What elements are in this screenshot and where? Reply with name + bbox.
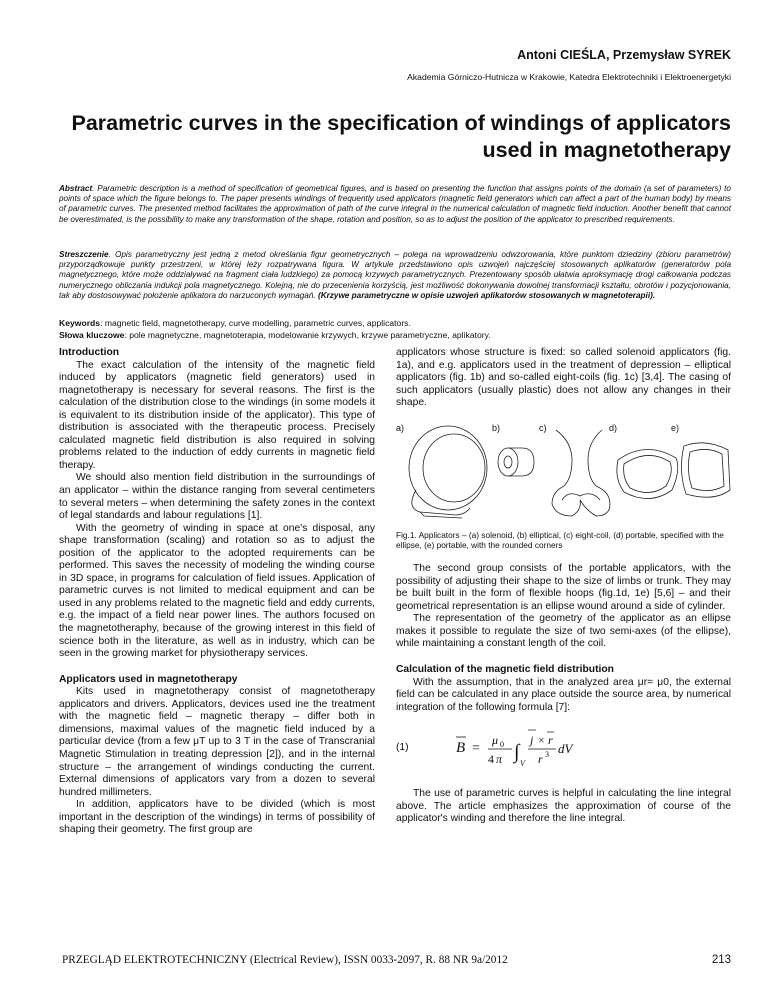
- svg-text:π: π: [496, 752, 503, 767]
- svg-text:∫: ∫: [514, 741, 520, 764]
- solenoid-drawing: [409, 426, 487, 518]
- abstract-label: Abstract: [59, 184, 93, 193]
- right-p1: applicators whose structure is fixed: so called solenoid applicators (fig. 1a), and e.g. applicators used in the treatment of depression – elliptical applicators (fig. 1b) and so-called eight-coils (fig. 1c) [3,4]. The casing of such applicators (usually plastic) does not allow any changes in their shape.: [396, 347, 731, 409]
- fig-label-b: b): [492, 422, 501, 433]
- fig-label-d: d): [609, 422, 618, 433]
- svg-text:=: =: [472, 741, 480, 757]
- fig-label-e: e): [671, 422, 680, 433]
- svg-text:B: B: [456, 740, 466, 757]
- elliptical-drawing: [498, 448, 534, 476]
- right-p3: The representation of the geometry of the applicator as an ellipse makes it possible to regulate the size of two semi-axes (of the ellipse), while maintaining a constant length of the coil.: [396, 613, 731, 650]
- streszczenie-text: Opis parametryczny jest jedną z metod określania figur geometrycznych – polega na wprowadzeniu odwzorowania, które punktom dziedziny (zbioru parametrów) przyporządkowuje punkty przestrzeni, w której leży rozpatrywana figura. W artykule przedstawiono opis uzwojeń najczęściej stosowanych aplikatorów (generatorów pola magnetycznego, które może oddziaływać na fragment ciała ludzkiego) za pomocą krzywych parametrycznych. Prezentowany sposób ułatwia aproksymację drogi całkowania podczas numerycznego obliczania indukcji pola magnetycznego. Kolejną, nie do przecenienia korzyścią, jest możliwość dokonywania dowolnej transformacji kształtu, obrotów i pozycjonowania, tak aby dostosowywać położenie aplikatora do narzuconych wymagań.: [59, 250, 731, 300]
- eight-coil-drawing: [552, 430, 610, 516]
- figure-1: [396, 420, 731, 520]
- paper-title: Parametric curves in the specification of windings of applicators used in magnetotherapy: [71, 111, 731, 162]
- portable-rounded-drawing: [681, 443, 730, 497]
- svg-text:r: r: [538, 752, 543, 767]
- keywords-pl-text: : pole magnetyczne, magnetoterapia, modelowanie krzywych, krzywe parametryczne, aplikatory.: [124, 330, 491, 340]
- svg-text:μ: μ: [492, 733, 499, 748]
- keywords-text: : magnetic field, magnetotherapy, curve modelling, parametric curves, applicators.: [100, 318, 411, 328]
- svg-text:3: 3: [545, 750, 549, 760]
- intro-p1: The exact calculation of the intensity of the magnetic field induced by applicators (magnetic field generators) used in magnetotherapy is necessary for several reasons. The first is the calculation of the distribution close to the windings (in some models it is equivalent to its distribution inside of the applicator). This type of distribution is associated with the therapeutic process. Precisely calculated magnetic field distribution is also required in solving problems related to the induction of eddy currents in magnetic field therapy.: [59, 359, 375, 471]
- svg-text:dV: dV: [558, 741, 573, 757]
- figure-1-drawing: [396, 420, 731, 520]
- calc-heading: Calculation of the magnetic field distribution: [396, 663, 614, 675]
- svg-text:V: V: [520, 759, 525, 769]
- authors: Antoni CIEŚLA, Przemysław SYREK: [517, 48, 731, 62]
- left-column: [59, 347, 375, 837]
- fig-label-c: c): [539, 422, 547, 433]
- intro-p2: We should also mention field distribution in the surroundings of an applicator – within the distance ranging from several centimeters to several meters – when determining the safety zones in the context of legal standards and labour regulations [1].: [59, 472, 375, 522]
- right-column: [396, 347, 731, 826]
- equation-svg: [456, 722, 656, 778]
- streszczenie: Streszczenie. Opis parametryczny jest jedną z metod określania figur geometrycznych – polega na wprowadzeniu odwzorowania, które punktom dziedziny (zbioru parametrów) przyporządkowuje punkty przestrzeni, w której leży rozpatrywana figura. W artykule przedstawiono opis uzwojeń najczęściej stosowanych aplikatorów (generatorów pola magnetycznego, które może oddziaływać na fragment ciała ludzkiego) za pomocą krzywych parametrycznych. Prezentowany sposób ułatwia aproksymację drogi całkowania podczas numerycznego obliczania indukcji pola magnetycznego. Kolejną, nie do przecenienia korzyścią, jest możliwość dokonywania dowolnej transformacji kształtu, obrotów i pozycjonowania, tak aby dostosowywać położenie aplikatora do narzuconych wymagań. (Krzywe parametryczne w opisie uzwojeń aplikatorów stosowanych w magnetoterapii).: [59, 250, 731, 300]
- journal-footer: PRZEGLĄD ELEKTROTECHNICZNY (Electrical Review), ISSN 0033-2097, R. 88 NR 9a/2012: [62, 954, 508, 966]
- keywords-label: Keywords: [59, 318, 101, 328]
- abstract: Abstract. Parametric description is a method of specification of geometrical figures, and is based on presenting the function that assigns points of the domain (a set of parameters) to points of space which the figure belongs to. The paper presents windings of frequently used applicators (magnetic field generators which can affect a part of the human body) by means of parametric curves. The presented method facilitates the approximation of path of the curve integral in the numerical calculation of magnetic field induction. Another benefit that cannot be overestimated, is the possibility to make any transformation of the shape, rotation and position, so as to adjust the position of the applicator to prescribed requirements.: [59, 184, 731, 224]
- intro-heading: Introduction: [59, 347, 120, 358]
- intro-p3: With the geometry of winding in space at one's disposal, any shape transformation (scaling) and rotation so as to adjust the position of the applicator to the adopted requirements can be performed. This saves the necessity of modeling the winding course in 3D space, in programs for calculation of field issues. Application of parametric curves is not limited to medical equipment and can be used in any problems related to the magnetic field and eddy currents, e.g. the impact of a field near power lines. The authors focused on the magnetotheraphy, because of the growing interest in this field of science both in the literature, as well as in industry, which can be seen in the growing market for physiotherapy services.: [59, 522, 375, 660]
- svg-text:0: 0: [500, 740, 504, 750]
- page-number: 213: [711, 954, 731, 966]
- equation-1: [396, 722, 731, 778]
- svg-text:r: r: [548, 733, 553, 748]
- right-p5: The use of parametric curves is helpful in calculating the line integral above. The article emphasizes the approximation of course of the applicator's winding and therefore the line integral.: [396, 788, 731, 825]
- applicators-heading: Applicators used in magnetotherapy: [59, 673, 238, 685]
- keywords-pl: [59, 330, 731, 341]
- right-p4: With the assumption, that in the analyzed area μr= μ0, the external field can be calculated in any place outside the source area, by numerical integration of the following formula [7]:: [396, 676, 731, 713]
- keywords: [59, 318, 731, 329]
- svg-text:j: j: [530, 733, 534, 748]
- right-p2: The second group consists of the portable applicators, with the possibility of adjusting their shape to the size of limbs or trunk. They may be built built in the form of flexible hoops (fig.1d, 1e) [5,6] – and their geometrical representation is an ellipse wound around a side of cylinder.: [396, 563, 731, 612]
- svg-text:×: ×: [538, 733, 545, 748]
- fig-label-a: a): [396, 422, 405, 433]
- figure-1-caption: Fig.1. Applicators – (a) solenoid, (b) elliptical, (c) eight-coil, (d) portable, specified with the ellipse, (e) portable, with the rounded corners: [396, 529, 724, 550]
- affiliation: Akademia Górniczo-Hutnicza w Krakowie, Katedra Elektrotechniki i Elektroenergetyki: [407, 72, 731, 82]
- streszczenie-label: Streszczenie: [59, 250, 109, 259]
- portable-ellipse-drawing: [617, 449, 678, 498]
- equation-number: (1): [396, 742, 409, 754]
- applicators-p1: Kits used in magnetotherapy consist of magnetotherapy applicators and drivers. Applicators, devices used ine the treatment with the magnetic field – magnetic therapy – differ both in dimensions, maximal values of the magnetic field induced by a particular device (from a few μT up to 3 T in the case of Transcranial Magnetic Stimulation in treating depression [2]), and in the internal structure – the arrangement of windings conducting the current. External dimensions of applicators vary from a dozen to several hundred millimeters.: [59, 686, 375, 798]
- svg-text:4: 4: [488, 752, 494, 767]
- abstract-text: Parametric description is a method of specification of geometrical figures, and is based on presenting the function that assigns points of the domain (a set of parameters) to points of space which the figure belongs to. The paper presents windings of frequently used applicators (magnetic field generators which can affect a part of the human body) by means of parametric curves. The presented method facilitates the approximation of path of the curve integral in the numerical calculation of magnetic field induction. Another benefit that cannot be overestimated, is the possibility to make any transformation of the shape, rotation and position, so as to adjust the position of the applicator to prescribed requirements.: [59, 184, 731, 224]
- applicators-p2: In addition, applicators have to be divided (which is most important in the description of the windings) in terms of possibility of shaping their geometry. The first group are: [59, 799, 375, 836]
- streszczenie-title: (Krzywe parametryczne w opisie uzwojeń aplikatorów stosowanych w magnetoterapii).: [317, 290, 656, 300]
- keywords-pl-label: Słowa kluczowe: [59, 330, 125, 340]
